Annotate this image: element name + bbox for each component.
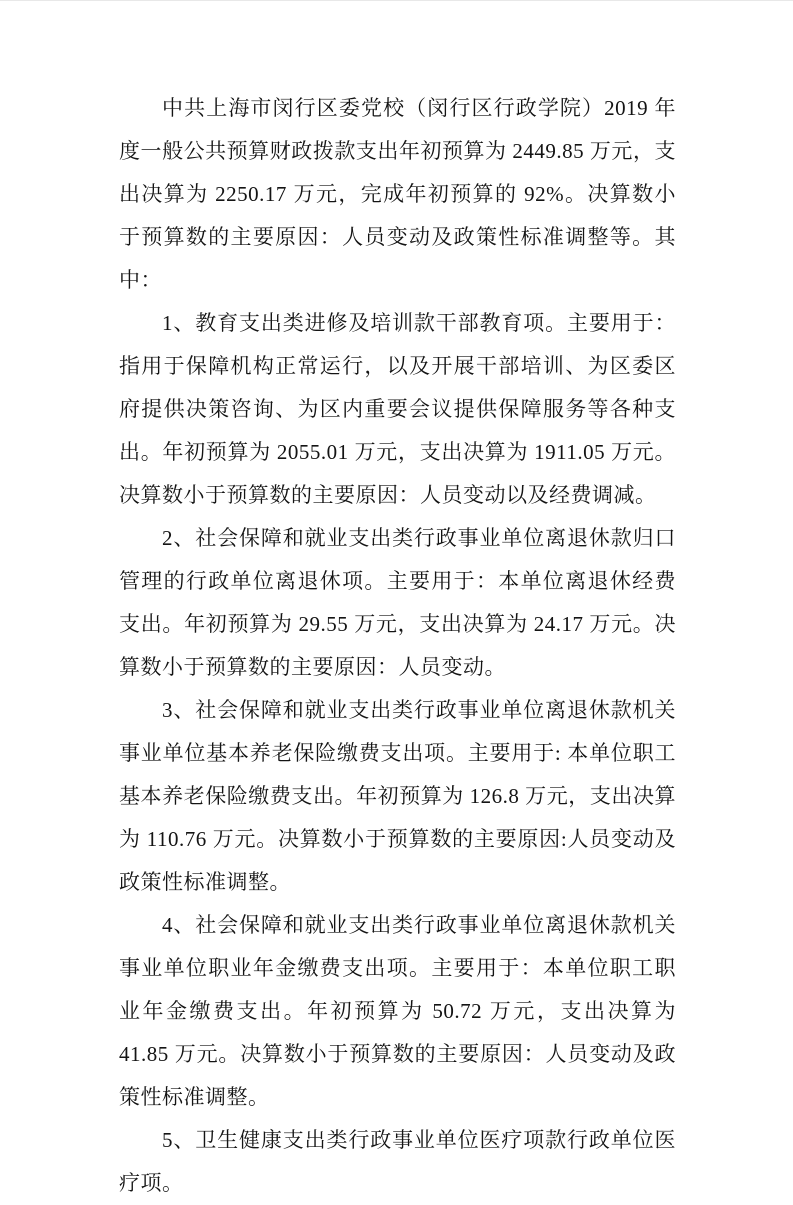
paragraph-overview: 中共上海市闵行区委党校（闵行区行政学院）2019 年度一般公共预算财政拨款支出年初预算为 2449.85 万元，支出决算为 2250.17 万元，完成年初预算的 92%。决算数小于预算数的主要原因：人员变动及政策性标准调整等。其中：	[119, 96, 676, 292]
paragraph-item-1-education: 1、教育支出类进修及培训款干部教育项。主要用于：指用于保障机构正常运行，以及开展干部培训、为区委区府提供决策咨询、为区内重要会议提供保障服务等各种支出。年初预算为 2055.01 万元，支出决算为 1911.05 万元。决算数小于预算数的主要原因：人员变动以及经费调减。	[119, 311, 676, 507]
paragraph-item-2-retirement: 2、社会保障和就业支出类行政事业单位离退休款归口管理的行政单位离退休项。主要用于：本单位离退休经费支出。年初预算为 29.55 万元，支出决算为 24.17 万元。决算数小于预算数的主要原因：人员变动。	[119, 526, 676, 679]
document-body	[119, 87, 676, 1205]
paragraph-item-4-occupational-annuity: 4、社会保障和就业支出类行政事业单位离退休款机关事业单位职业年金缴费支出项。主要用于：本单位职工职业年金缴费支出。年初预算为 50.72 万元，支出决算为 41.85 万元。决算数小于预算数的主要原因：人员变动及政策性标准调整。	[119, 913, 676, 1109]
paragraph-item-5-medical: 5、卫生健康支出类行政事业单位医疗项款行政单位医疗项。	[119, 1128, 676, 1195]
paragraph-item-3-pension-insurance: 3、社会保障和就业支出类行政事业单位离退休款机关事业单位基本养老保险缴费支出项。主要用于: 本单位职工基本养老保险缴费支出。年初预算为 126.8 万元，支出决算为 110.76 万元。决算数小于预算数的主要原因:人员变动及政策性标准调整。	[119, 698, 676, 894]
